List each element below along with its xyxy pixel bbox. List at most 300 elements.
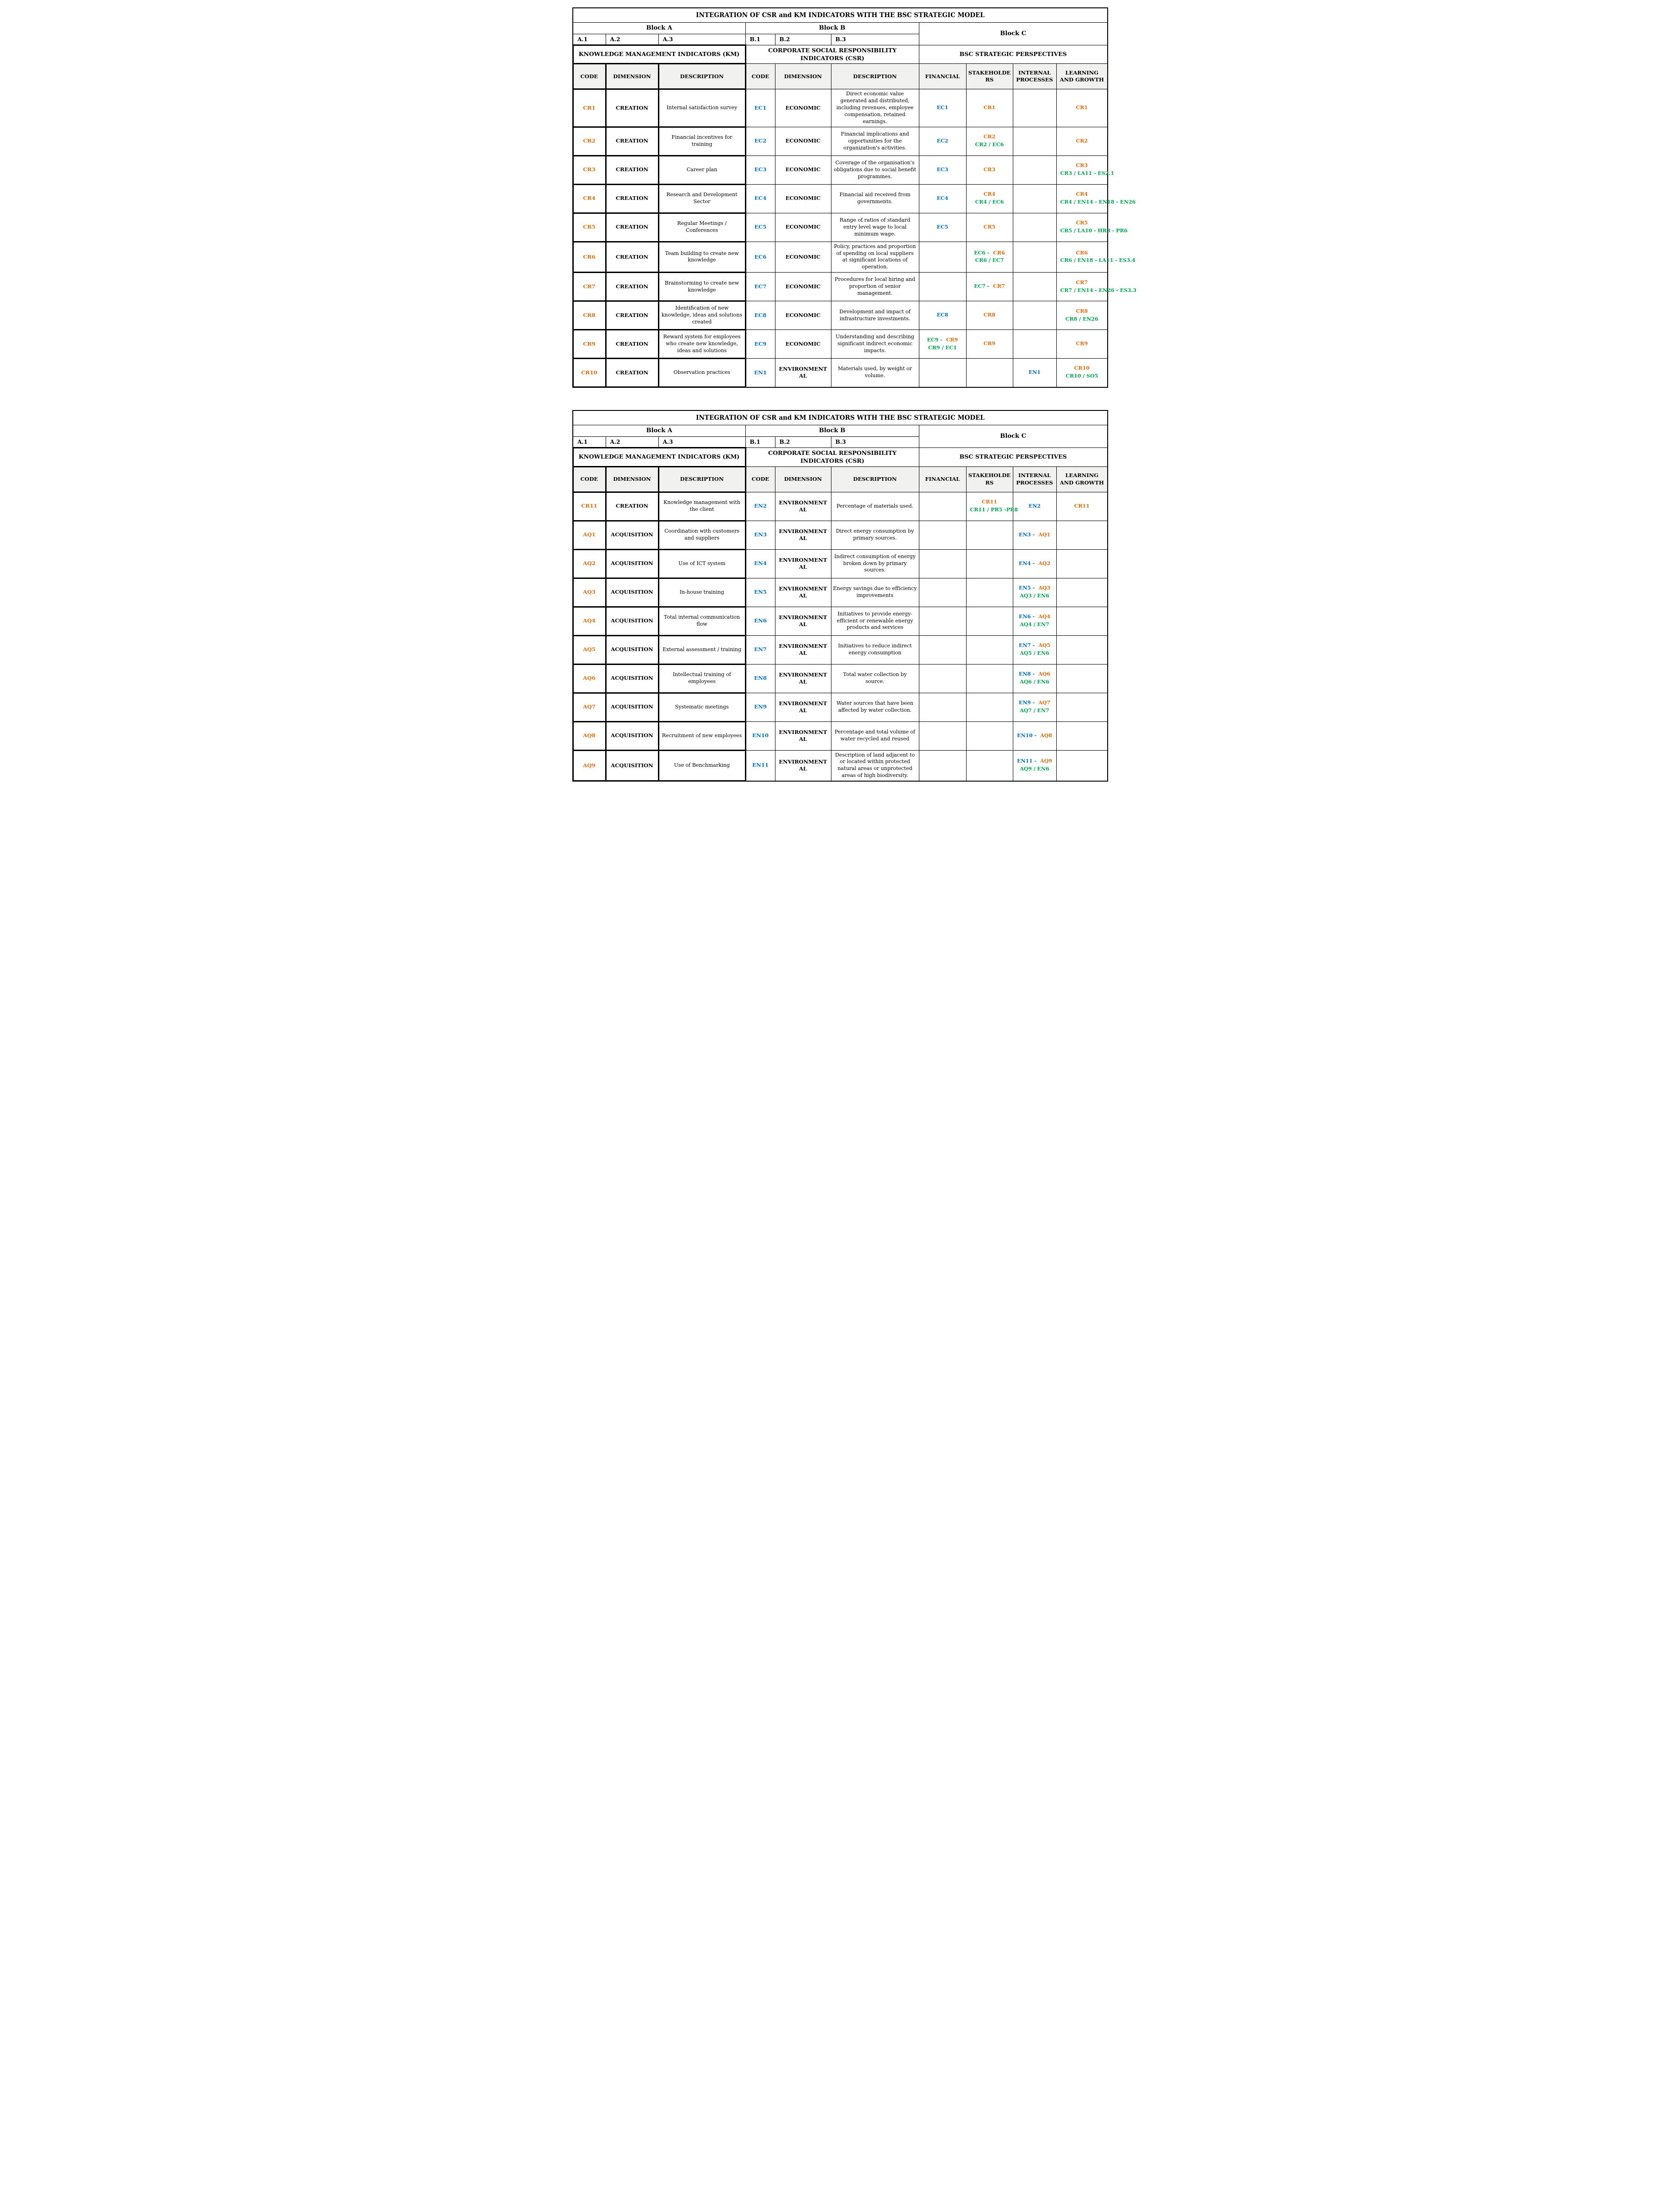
bsc-ref: CR11 — [1074, 503, 1090, 509]
table-row — [573, 635, 1108, 664]
csr-description-cell: Financial aid received from governments. — [831, 184, 919, 213]
column-header: FINANCIAL — [919, 64, 966, 89]
section-header: KNOWLEDGE MANAGEMENT INDICATORS (KM) — [573, 447, 745, 466]
column-header: CODE — [745, 466, 775, 492]
csr-description-cell: Direct energy consumption by primary sources. — [831, 521, 919, 549]
bsc-ref: EN1 — [1028, 369, 1041, 375]
bsc-ref: EC6 - — [974, 249, 990, 256]
table-row — [573, 693, 1108, 721]
bsc-ref: EC5 — [936, 224, 948, 230]
bsc-financial-cell — [919, 721, 966, 750]
bsc-financial-cell — [919, 330, 966, 359]
csr-code-cell: EC5 — [745, 213, 775, 242]
csr-code-cell: EN1 — [745, 359, 775, 387]
bsc-internal-cell — [1013, 693, 1056, 721]
bsc-learning-cell — [1056, 578, 1108, 607]
csr-code-cell: EC9 — [745, 330, 775, 359]
km-code-cell: CR1 — [573, 89, 606, 127]
bsc-learning-cell — [1056, 213, 1128, 242]
bsc-internal-cell — [1013, 721, 1056, 750]
csr-dimension-cell: ECONOMIC — [775, 89, 831, 127]
csr-description-cell: Development and impact of infrastructure investments. — [831, 301, 919, 330]
km-code-cell: AQ1 — [573, 521, 606, 549]
km-dimension-cell: CREATION — [606, 213, 658, 242]
km-dimension-cell: CREATION — [606, 89, 658, 127]
csr-description-cell: Coverage of the organisation's obligations due to social benefit programmes. — [831, 155, 919, 184]
bsc-ref: CR2 / EC6 — [975, 142, 1004, 148]
csr-code-cell: EN10 — [745, 721, 775, 750]
bsc-financial-cell — [919, 301, 966, 330]
km-description-cell: Use of ICT system — [658, 549, 745, 578]
indicators-grid — [572, 7, 1137, 388]
sub-label: A.1 — [573, 34, 606, 45]
bsc-financial-cell — [919, 89, 966, 127]
csr-dimension-cell: ECONOMIC — [775, 127, 831, 155]
bsc-ref: CR8 / EN26 — [1065, 316, 1098, 322]
km-code-cell: AQ6 — [573, 664, 606, 693]
km-description-cell: Reward system for employees who create new knowledge, ideas and solutions — [658, 330, 745, 359]
bsc-ref: EN11 - — [1017, 758, 1037, 764]
km-code-cell: AQ9 — [573, 750, 606, 781]
column-header: STAKEHOLDERS — [966, 64, 1013, 89]
bsc-ref: EN7 - — [1018, 642, 1035, 649]
km-code-cell: AQ8 — [573, 721, 606, 750]
csr-dimension-cell: ENVIRONMENTAL — [775, 549, 831, 578]
column-header: INTERNAL PROCESSES — [1013, 466, 1056, 492]
km-dimension-cell: CREATION — [606, 242, 658, 272]
csr-dimension-cell: ECONOMIC — [775, 242, 831, 272]
csr-dimension-cell: ENVIRONMENTAL — [775, 578, 831, 607]
bsc-ref: EN9 - — [1018, 700, 1035, 706]
column-header: DESCRIPTION — [658, 466, 745, 492]
km-dimension-cell: ACQUISITION — [606, 750, 658, 781]
bsc-ref: AQ7 / EN7 — [1020, 708, 1049, 714]
column-header: DIMENSION — [606, 466, 658, 492]
km-dimension-cell: CREATION — [606, 330, 658, 359]
km-dimension-cell: ACQUISITION — [606, 607, 658, 635]
bsc-ref: CR11 / PR5 -PR8 — [970, 507, 1018, 513]
csr-description-cell: Energy savings due to efficiency improvements — [831, 578, 919, 607]
block-header: Block C — [919, 425, 1108, 448]
bsc-internal-cell — [1013, 664, 1056, 693]
km-code-cell: CR3 — [573, 155, 606, 184]
km-dimension-cell: ACQUISITION — [606, 521, 658, 549]
bsc-ref: EN10 - — [1017, 732, 1037, 739]
csr-code-cell: EN4 — [745, 549, 775, 578]
bsc-learning-cell — [1056, 492, 1108, 521]
bsc-ref: CR5 — [1076, 220, 1088, 226]
km-code-cell: AQ4 — [573, 607, 606, 635]
bsc-learning-cell — [1056, 155, 1114, 184]
csr-code-cell: EC4 — [745, 184, 775, 213]
sub-label: B.3 — [831, 34, 919, 45]
csr-description-cell: Policy, practices and proportion of spending on local suppliers at significant locations of operation. — [831, 242, 919, 272]
bsc-financial-cell — [919, 607, 966, 635]
section-row — [573, 45, 1108, 64]
csr-dimension-cell: ENVIRONMENTAL — [775, 492, 831, 521]
column-header: LEARNING AND GROWTH — [1056, 466, 1108, 492]
bsc-ref: CR2 — [983, 134, 996, 140]
km-code-cell: AQ3 — [573, 578, 606, 607]
table-row — [573, 213, 1108, 242]
bsc-ref: CR10 / SO5 — [1066, 373, 1098, 379]
bsc-ref: CR2 — [1076, 137, 1088, 144]
bsc-ref: EN4 - — [1018, 560, 1035, 566]
bsc-internal-cell — [1013, 273, 1056, 301]
section-header: KNOWLEDGE MANAGEMENT INDICATORS (KM) — [573, 45, 745, 64]
bsc-financial-cell — [919, 750, 966, 781]
km-code-cell: CR2 — [573, 127, 606, 155]
sub-label: A.3 — [658, 34, 745, 45]
csr-dimension-cell: ECONOMIC — [775, 330, 831, 359]
bsc-ref: AQ4 / EN7 — [1020, 621, 1049, 628]
table-row — [573, 242, 1108, 272]
column-header: DIMENSION — [775, 64, 831, 89]
bsc-ref: CR4 — [983, 191, 996, 198]
csr-code-cell: EC2 — [745, 127, 775, 155]
bsc-stakeholders-cell — [966, 635, 1013, 664]
csr-description-cell: Percentage of materials used. — [831, 492, 919, 521]
table-title: INTEGRATION OF CSR and KM INDICATORS WITH THE BSC STRATEGIC MODEL — [573, 410, 1108, 425]
csr-description-cell: Initiatives to provide energy-efficient or renewable energy products and services — [831, 607, 919, 635]
csr-dimension-cell: ENVIRONMENTAL — [775, 693, 831, 721]
csr-code-cell: EN8 — [745, 664, 775, 693]
section-header: BSC STRATEGIC PERSPECTIVES — [919, 45, 1108, 64]
bsc-ref: CR1 — [983, 105, 996, 111]
csr-dimension-cell: ENVIRONMENTAL — [775, 521, 831, 549]
bsc-ref: CR9 — [1076, 341, 1088, 347]
km-dimension-cell: CREATION — [606, 359, 658, 387]
bsc-learning-cell — [1056, 242, 1135, 272]
km-description-cell: Internal satisfaction survey — [658, 89, 745, 127]
sub-label: B.3 — [831, 436, 919, 447]
bsc-ref: EC3 — [936, 166, 948, 173]
column-header-row — [573, 466, 1108, 492]
bsc-learning-cell — [1056, 721, 1108, 750]
bsc-ref: EC1 — [936, 105, 948, 111]
section-header: BSC STRATEGIC PERSPECTIVES — [919, 447, 1108, 466]
bsc-stakeholders-cell — [966, 184, 1013, 213]
km-description-cell: Use of Benchmarking — [658, 750, 745, 781]
bsc-stakeholders-cell — [966, 750, 1013, 781]
km-dimension-cell: CREATION — [606, 492, 658, 521]
bsc-learning-cell — [1056, 607, 1108, 635]
csr-dimension-cell: ENVIRONMENTAL — [775, 750, 831, 781]
csr-description-cell: Initiatives to reduce indirect energy consumption — [831, 635, 919, 664]
km-code-cell: AQ7 — [573, 693, 606, 721]
bsc-ref: CR5 — [983, 224, 996, 230]
csr-dimension-cell: ENVIRONMENTAL — [775, 359, 831, 387]
indicator-table-2 — [572, 410, 1108, 782]
bsc-ref: AQ6 / EN6 — [1020, 679, 1049, 685]
bsc-stakeholders-cell — [966, 89, 1013, 127]
bsc-internal-cell — [1013, 578, 1056, 607]
csr-dimension-cell: ENVIRONMENTAL — [775, 635, 831, 664]
bsc-financial-cell — [919, 492, 966, 521]
bsc-ref: CR3 — [983, 166, 996, 173]
title-row — [573, 410, 1108, 425]
km-code-cell: CR5 — [573, 213, 606, 242]
bsc-ref: AQ8 — [1040, 732, 1052, 739]
bsc-ref: CR3 / LA11 - ES2.1 — [1060, 170, 1114, 177]
bsc-internal-cell — [1013, 521, 1056, 549]
table-title: INTEGRATION OF CSR and KM INDICATORS WITH THE BSC STRATEGIC MODEL — [573, 8, 1108, 23]
bsc-ref: CR9 — [946, 336, 958, 343]
bsc-learning-cell — [1056, 127, 1108, 155]
csr-code-cell: EN2 — [745, 492, 775, 521]
section-header: CORPORATE SOCIAL RESPONSIBILITY INDICATORS (CSR) — [745, 45, 919, 64]
bsc-ref: CR9 / EC1 — [928, 344, 957, 351]
table-row — [573, 359, 1108, 387]
bsc-internal-cell — [1013, 184, 1056, 213]
km-code-cell: CR6 — [573, 242, 606, 272]
column-header: LEARNING AND GROWTH — [1056, 64, 1108, 89]
csr-code-cell: EN5 — [745, 578, 775, 607]
title-row — [573, 8, 1108, 23]
km-description-cell: External assessment / training — [658, 635, 745, 664]
km-code-cell: AQ5 — [573, 635, 606, 664]
bsc-ref: AQ3 — [1038, 585, 1051, 591]
bsc-ref: EC4 — [936, 195, 948, 201]
csr-dimension-cell: ECONOMIC — [775, 213, 831, 242]
csr-dimension-cell: ECONOMIC — [775, 184, 831, 213]
bsc-ref: AQ9 / EN6 — [1020, 766, 1049, 772]
km-dimension-cell: CREATION — [606, 184, 658, 213]
csr-code-cell: EN3 — [745, 521, 775, 549]
km-code-cell: CR9 — [573, 330, 606, 359]
bsc-stakeholders-cell — [966, 155, 1013, 184]
table-row — [573, 273, 1108, 301]
block-row — [573, 425, 1108, 437]
bsc-ref: CR3 — [1076, 162, 1088, 169]
document-page — [572, 0, 1137, 795]
bsc-ref: AQ5 — [1038, 642, 1051, 649]
csr-description-cell: Understanding and describing significant indirect economic impacts. — [831, 330, 919, 359]
bsc-stakeholders-cell — [966, 521, 1013, 549]
sub-label: A.1 — [573, 436, 606, 447]
bsc-internal-cell — [1013, 492, 1056, 521]
table-row — [573, 155, 1108, 184]
bsc-internal-cell — [1013, 359, 1056, 387]
bsc-ref: EC9 - — [927, 336, 942, 343]
bsc-ref: AQ1 — [1038, 531, 1051, 538]
km-dimension-cell: ACQUISITION — [606, 578, 658, 607]
bsc-ref: CR8 — [983, 312, 996, 318]
block-header: Block B — [745, 23, 919, 34]
km-description-cell: Regular Meetings / Conferences — [658, 213, 745, 242]
tables-host — [572, 7, 1137, 782]
table-row — [573, 607, 1108, 635]
bsc-financial-cell — [919, 273, 966, 301]
km-dimension-cell: ACQUISITION — [606, 693, 658, 721]
bsc-internal-cell — [1013, 750, 1056, 781]
bsc-financial-cell — [919, 521, 966, 549]
csr-description-cell: Water sources that have been affected by water collection. — [831, 693, 919, 721]
bsc-internal-cell — [1013, 635, 1056, 664]
csr-dimension-cell: ECONOMIC — [775, 301, 831, 330]
block-header: Block A — [573, 23, 745, 34]
bsc-stakeholders-cell — [966, 549, 1013, 578]
indicators-grid — [572, 410, 1109, 782]
bsc-ref: CR4 / EN14 - EN18 - EN26 — [1060, 199, 1136, 205]
csr-description-cell: Description of land adjacent to or located within protected natural areas or unprotected areas of high biodiversity. — [831, 750, 919, 781]
table-row — [573, 89, 1108, 127]
table-row — [573, 721, 1108, 750]
csr-code-cell: EC1 — [745, 89, 775, 127]
bsc-learning-cell — [1056, 273, 1137, 301]
km-dimension-cell: CREATION — [606, 301, 658, 330]
bsc-financial-cell — [919, 578, 966, 607]
table-row — [573, 521, 1108, 549]
bsc-ref: AQ7 — [1038, 700, 1051, 706]
csr-description-cell: Procedures for local hiring and proportion of senior management. — [831, 273, 919, 301]
csr-description-cell: Percentage and total volume of water recycled and reused — [831, 721, 919, 750]
bsc-learning-cell — [1056, 521, 1108, 549]
column-header: DESCRIPTION — [831, 466, 919, 492]
bsc-stakeholders-cell — [966, 578, 1013, 607]
csr-dimension-cell: ENVIRONMENTAL — [775, 607, 831, 635]
bsc-stakeholders-cell — [966, 330, 1013, 359]
bsc-ref: AQ4 — [1038, 614, 1051, 620]
bsc-stakeholders-cell — [966, 721, 1013, 750]
bsc-financial-cell — [919, 635, 966, 664]
column-header: CODE — [573, 466, 606, 492]
bsc-ref: EC2 — [936, 137, 948, 144]
block-row — [573, 23, 1108, 34]
bsc-financial-cell — [919, 359, 966, 387]
bsc-stakeholders-cell — [966, 127, 1013, 155]
bsc-internal-cell — [1013, 607, 1056, 635]
bsc-learning-cell — [1056, 330, 1108, 359]
km-description-cell: Identification of new knowledge, ideas and solutions created — [658, 301, 745, 330]
bsc-ref: CR5 / LA10 - HR3 - PR6 — [1060, 228, 1128, 234]
bsc-financial-cell — [919, 664, 966, 693]
bsc-internal-cell — [1013, 127, 1056, 155]
table-row — [573, 549, 1108, 578]
bsc-internal-cell — [1013, 549, 1056, 578]
sub-label: A.3 — [658, 436, 745, 447]
csr-code-cell: EN11 — [745, 750, 775, 781]
bsc-ref: CR6 / EN18 - LA11 - ES3.4 — [1060, 257, 1135, 264]
bsc-ref: EN8 - — [1018, 671, 1035, 677]
bsc-ref: CR8 — [1076, 308, 1088, 314]
bsc-stakeholders-cell — [966, 359, 1013, 387]
km-description-cell: Brainstorming to create new knowledge — [658, 273, 745, 301]
bsc-ref: EC7 - — [974, 283, 990, 290]
bsc-stakeholders-cell — [966, 242, 1013, 272]
table-row — [573, 664, 1108, 693]
km-description-cell: Career plan — [658, 155, 745, 184]
table-row — [573, 492, 1108, 521]
bsc-ref: CR4 / EC6 — [975, 199, 1004, 205]
bsc-stakeholders-cell — [966, 664, 1013, 693]
km-code-cell: AQ2 — [573, 549, 606, 578]
csr-description-cell: Direct economic value generated and distributed, including revenues, employee compensation, retained earnings. — [831, 89, 919, 127]
km-description-cell: Research and Development Sector — [658, 184, 745, 213]
section-header: CORPORATE SOCIAL RESPONSIBILITY INDICATORS (CSR) — [745, 447, 919, 466]
km-dimension-cell: ACQUISITION — [606, 635, 658, 664]
sub-label: B.1 — [745, 34, 775, 45]
table-row — [573, 750, 1108, 781]
csr-code-cell: EC7 — [745, 273, 775, 301]
bsc-stakeholders-cell — [966, 693, 1013, 721]
bsc-internal-cell — [1013, 330, 1056, 359]
bsc-internal-cell — [1013, 213, 1056, 242]
bsc-learning-cell — [1056, 693, 1108, 721]
column-header: INTERNAL PROCESSES — [1013, 64, 1056, 89]
bsc-internal-cell — [1013, 301, 1056, 330]
bsc-financial-cell — [919, 693, 966, 721]
bsc-learning-cell — [1056, 549, 1108, 578]
km-description-cell: Intellectual training of employees — [658, 664, 745, 693]
sub-label: B.2 — [775, 34, 831, 45]
bsc-ref: CR6 — [993, 249, 1005, 256]
bsc-ref: AQ5 / EN6 — [1020, 650, 1049, 657]
csr-code-cell: EC6 — [745, 242, 775, 272]
bsc-ref: CR6 / EC7 — [975, 257, 1004, 264]
km-dimension-cell: ACQUISITION — [606, 664, 658, 693]
bsc-stakeholders-cell — [966, 213, 1013, 242]
km-description-cell: Knowledge management with the client — [658, 492, 745, 521]
csr-description-cell: Materials used, by weight or volume. — [831, 359, 919, 387]
km-dimension-cell: ACQUISITION — [606, 549, 658, 578]
csr-code-cell: EN9 — [745, 693, 775, 721]
table-row — [573, 184, 1108, 213]
km-description-cell: Systematic meetings — [658, 693, 745, 721]
table-row — [573, 127, 1108, 155]
km-dimension-cell: CREATION — [606, 155, 658, 184]
csr-code-cell: EC8 — [745, 301, 775, 330]
block-header: Block A — [573, 425, 745, 437]
bsc-learning-cell — [1056, 301, 1108, 330]
bsc-financial-cell — [919, 242, 966, 272]
km-description-cell: Recruitment of new employees — [658, 721, 745, 750]
csr-dimension-cell: ECONOMIC — [775, 273, 831, 301]
csr-code-cell: EC3 — [745, 155, 775, 184]
bsc-ref: CR1 — [1076, 105, 1088, 111]
column-header: STAKEHOLDERS — [966, 466, 1013, 492]
bsc-ref: CR6 — [1076, 249, 1088, 256]
bsc-learning-cell — [1056, 664, 1108, 693]
bsc-financial-cell — [919, 213, 966, 242]
bsc-ref: AQ6 — [1038, 671, 1051, 677]
km-code-cell: CR7 — [573, 273, 606, 301]
csr-description-cell: Financial implications and opportunities for the organization's activities. — [831, 127, 919, 155]
bsc-financial-cell — [919, 155, 966, 184]
bsc-learning-cell — [1056, 184, 1136, 213]
csr-description-cell: Total water collection by source. — [831, 664, 919, 693]
km-code-cell: CR10 — [573, 359, 606, 387]
km-dimension-cell: ACQUISITION — [606, 721, 658, 750]
csr-dimension-cell: ENVIRONMENTAL — [775, 721, 831, 750]
column-header: CODE — [573, 64, 606, 89]
sub-label: B.1 — [745, 436, 775, 447]
km-code-cell: CR4 — [573, 184, 606, 213]
km-code-cell: CR11 — [573, 492, 606, 521]
column-header: DESCRIPTION — [831, 64, 919, 89]
bsc-ref: CR10 — [1074, 365, 1090, 372]
bsc-learning-cell — [1056, 635, 1108, 664]
bsc-ref: EN5 - — [1018, 585, 1035, 591]
column-header: FINANCIAL — [919, 466, 966, 492]
csr-code-cell: EN7 — [745, 635, 775, 664]
column-header: DIMENSION — [606, 64, 658, 89]
bsc-ref: CR7 / EN14 - EN26 - ES3.3 — [1060, 287, 1137, 293]
bsc-ref: AQ2 — [1038, 560, 1051, 566]
bsc-ref: EN6 - — [1018, 614, 1035, 620]
column-header: CODE — [745, 64, 775, 89]
km-description-cell: Team building to create new knowledge — [658, 242, 745, 272]
